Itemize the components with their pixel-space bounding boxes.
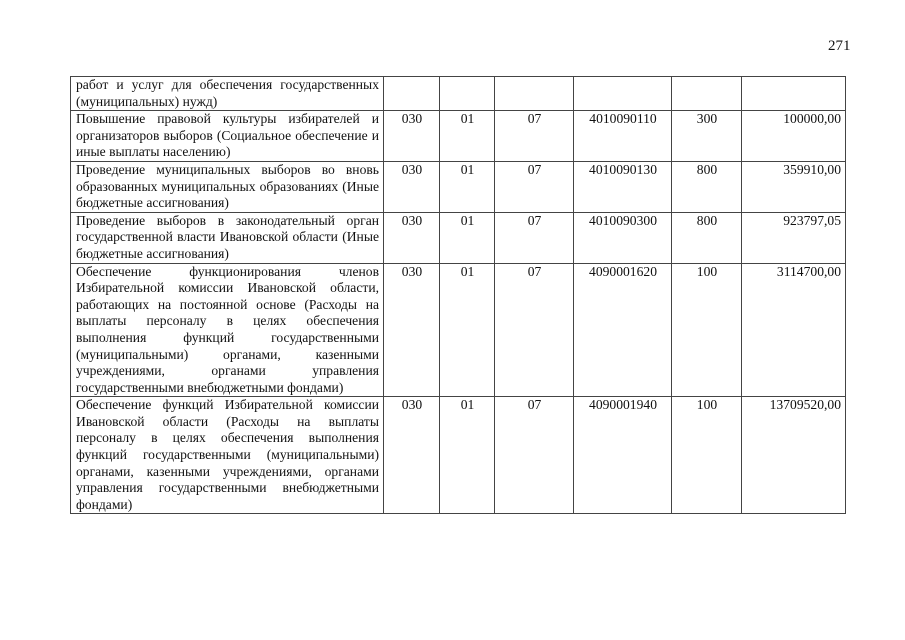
table-row bbox=[71, 111, 846, 162]
budget-table bbox=[70, 76, 846, 514]
subsection-code: 07 bbox=[495, 161, 574, 212]
ministry-code: 030 bbox=[384, 111, 440, 162]
subsection-code: 07 bbox=[495, 212, 574, 263]
subsection-code: 07 bbox=[495, 263, 574, 397]
expense-type-code: 800 bbox=[672, 212, 742, 263]
amount: 13709520,00 bbox=[742, 397, 846, 514]
page-number: 271 bbox=[828, 38, 851, 54]
row-description: Повышение правовой культуры избирателей и организаторов выборов (Социальное обеспечение и иные выплаты населению) bbox=[71, 111, 384, 162]
target-article-code: 4010090300 bbox=[574, 212, 672, 263]
table-row bbox=[71, 397, 846, 514]
section-code bbox=[440, 77, 495, 111]
section-code: 01 bbox=[440, 212, 495, 263]
subsection-code: 07 bbox=[495, 111, 574, 162]
amount: 923797,05 bbox=[742, 212, 846, 263]
ministry-code bbox=[384, 77, 440, 111]
target-article-code: 4090001620 bbox=[574, 263, 672, 397]
expense-type-code: 100 bbox=[672, 397, 742, 514]
amount bbox=[742, 77, 846, 111]
expense-type-code: 800 bbox=[672, 161, 742, 212]
table-row bbox=[71, 77, 846, 111]
section-code: 01 bbox=[440, 111, 495, 162]
section-code: 01 bbox=[440, 161, 495, 212]
section-code: 01 bbox=[440, 263, 495, 397]
amount: 359910,00 bbox=[742, 161, 846, 212]
amount: 100000,00 bbox=[742, 111, 846, 162]
table-row bbox=[71, 212, 846, 263]
ministry-code: 030 bbox=[384, 212, 440, 263]
row-description: работ и услуг для обеспечения государственных (муниципальных) нужд) bbox=[71, 77, 384, 111]
subsection-code: 07 bbox=[495, 397, 574, 514]
ministry-code: 030 bbox=[384, 397, 440, 514]
row-description: Обеспечение функционирования членов Избирательной комиссии Ивановской области, работающих на постоянной основе (Расходы на выплаты персоналу в целях обеспечения выполнения функций государственными (муниципальными) органами, казенными учреждениями, органами управления государственными внебюджетными фондами) bbox=[71, 263, 384, 397]
expense-type-code: 100 bbox=[672, 263, 742, 397]
target-article-code bbox=[574, 77, 672, 111]
row-description: Проведение муниципальных выборов во вновь образованных муниципальных образованиях (Иные бюджетные ассигнования) bbox=[71, 161, 384, 212]
table-row bbox=[71, 161, 846, 212]
expense-type-code bbox=[672, 77, 742, 111]
section-code: 01 bbox=[440, 397, 495, 514]
ministry-code: 030 bbox=[384, 161, 440, 212]
subsection-code bbox=[495, 77, 574, 111]
target-article-code: 4010090110 bbox=[574, 111, 672, 162]
target-article-code: 4090001940 bbox=[574, 397, 672, 514]
row-description: Обеспечение функций Избирательной комиссии Ивановской области (Расходы на выплаты персоналу в целях обеспечения выполнения функций государственными (муниципальными) органами, казенными учреждениями, органами управления государственными внебюджетными фондами) bbox=[71, 397, 384, 514]
ministry-code: 030 bbox=[384, 263, 440, 397]
expense-type-code: 300 bbox=[672, 111, 742, 162]
target-article-code: 4010090130 bbox=[574, 161, 672, 212]
row-description: Проведение выборов в законодательный орган государственной власти Ивановской области (Иные бюджетные ассигнования) bbox=[71, 212, 384, 263]
table-row bbox=[71, 263, 846, 397]
amount: 3114700,00 bbox=[742, 263, 846, 397]
